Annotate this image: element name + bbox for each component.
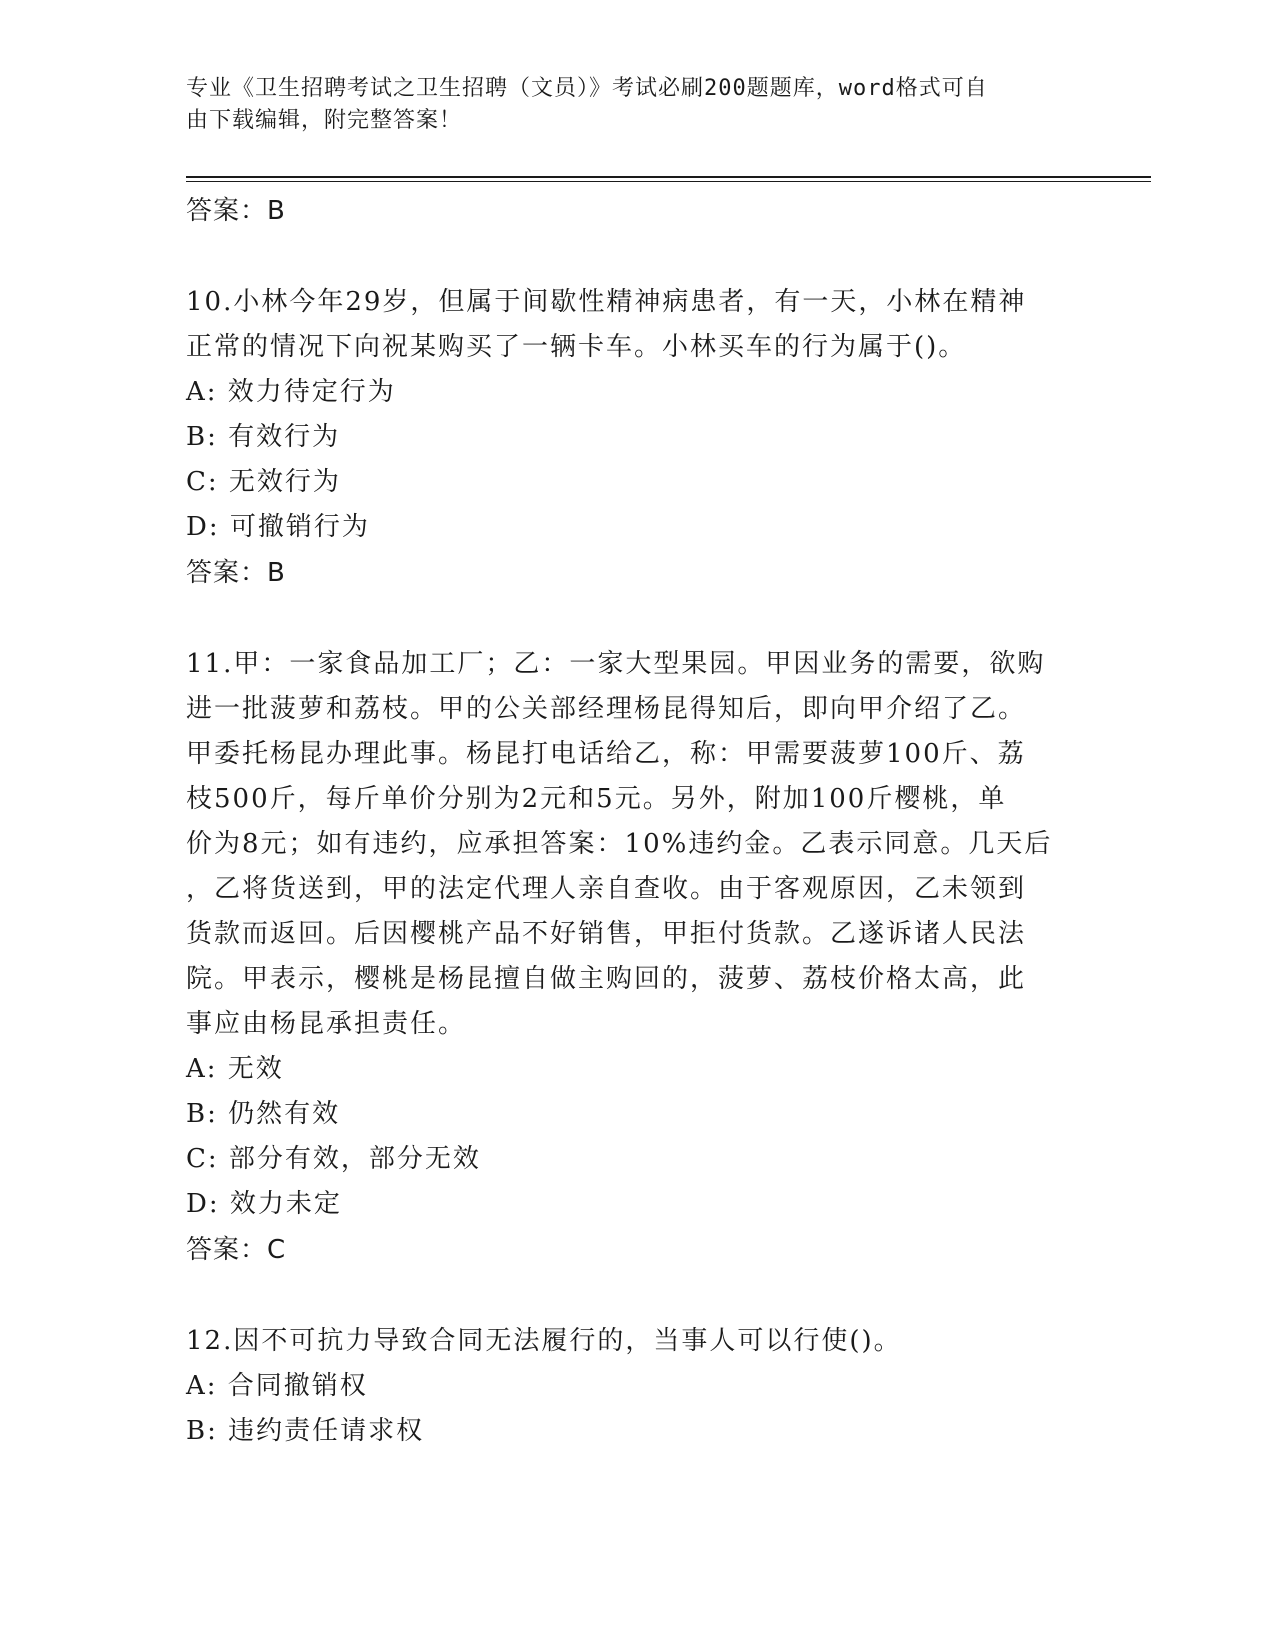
question-11-line: 进一批菠萝和荔枝。甲的公关部经理杨昆得知后，即向甲介绍了乙。 <box>186 694 1027 724</box>
header-line-2: 由下载编辑，附完整答案！ <box>186 108 463 133</box>
header-line-1: 专业《卫生招聘考试之卫生招聘（文员）》考试必刷200题题库，word格式可自 <box>186 76 988 101</box>
question-10 <box>186 280 1086 370</box>
question-11-line: 价为8元；如有违约，应承担答案：10%违约金。乙表示同意。几天后 <box>186 829 1053 859</box>
question-12-option-a: A: 合同撤销权 <box>186 1371 368 1401</box>
question-11-line: 货款而返回。后因樱桃产品不好销售，甲拒付货款。乙遂诉诸人民法 <box>186 919 1027 949</box>
question-11-answer: 答案：C <box>186 1235 287 1265</box>
header-rule-thin <box>186 181 1151 182</box>
question-10-answer: 答案：B <box>186 558 286 588</box>
question-11-line: 院。甲表示，樱桃是杨昆擅自做主购回的，菠萝、荔枝价格太高，此 <box>186 964 1027 994</box>
question-10-line: 10.小林今年29岁，但属于间歇性精神病患者，有一天，小林在精神 <box>186 287 1027 317</box>
question-11-line: ，乙将货送到，甲的法定代理人亲自查收。由于客观原因，乙未领到 <box>186 874 1027 904</box>
question-11-option-a: A: 无效 <box>186 1054 284 1084</box>
question-11-line: 甲委托杨昆办理此事。杨昆打电话给乙，称：甲需要菠萝100斤、荔 <box>186 739 1026 769</box>
question-11-line: 枝500斤，每斤单价分别为2元和5元。另外，附加100斤樱桃，单 <box>186 784 1007 814</box>
question-10-option-d: D: 可撤销行为 <box>186 512 370 542</box>
question-11 <box>186 642 1086 1047</box>
question-12 <box>186 1319 1086 1364</box>
question-10-option-b: B: 有效行为 <box>186 422 341 452</box>
document-header <box>186 73 1066 137</box>
question-11-option-c: C: 部分有效，部分无效 <box>186 1144 481 1174</box>
question-11-option-d: D: 效力未定 <box>186 1189 342 1219</box>
question-10-option-c: C: 无效行为 <box>186 467 341 497</box>
question-11-line: 11.甲：一家食品加工厂；乙：一家大型果园。甲因业务的需要，欲购 <box>186 649 1046 679</box>
document-body <box>186 188 1086 1454</box>
question-11-option-b: B: 仍然有效 <box>186 1099 341 1129</box>
question-10-option-a: A: 效力待定行为 <box>186 377 396 407</box>
question-10-line: 正常的情况下向祝某购买了一辆卡车。小林买车的行为属于()。 <box>186 332 967 362</box>
question-11-line: 事应由杨昆承担责任。 <box>186 1009 467 1039</box>
header-rule-thick <box>186 176 1151 178</box>
question-12-line: 12.因不可抗力导致合同无法履行的，当事人可以行使()。 <box>186 1326 902 1356</box>
question-12-option-b: B: 违约责任请求权 <box>186 1416 425 1446</box>
answer-previous: 答案：B <box>186 196 286 226</box>
